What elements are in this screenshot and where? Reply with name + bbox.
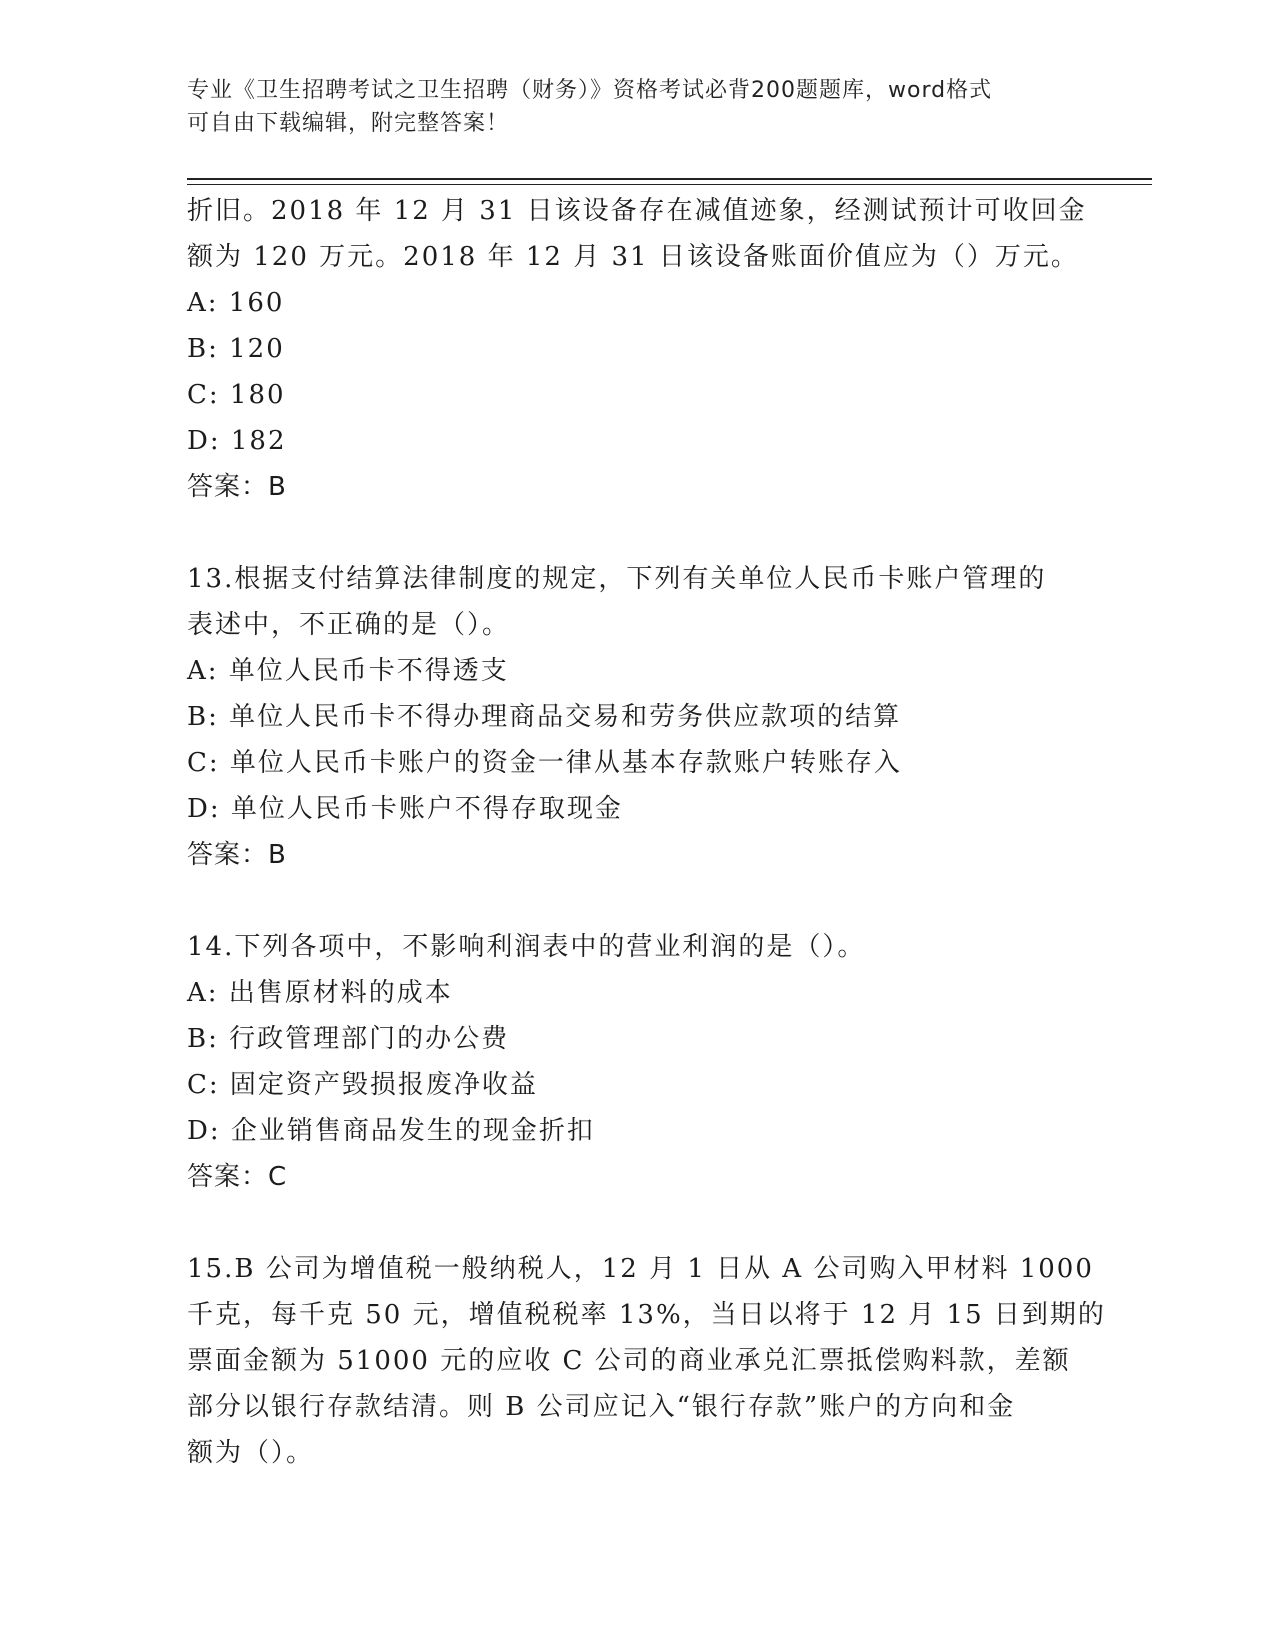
- question-spacer: [187, 1200, 1087, 1246]
- question-15-stem-line-3: 票面金额为 51000 元的应收 C 公司的商业承兑汇票抵偿购料款，差额: [187, 1346, 1071, 1376]
- question-12-option-d: D: 182: [187, 426, 287, 456]
- question-13-answer: 答案：B: [187, 840, 287, 870]
- question-13-stem-line-1: 13.根据支付结算法律制度的规定，下列有关单位人民币卡账户管理的: [187, 564, 1047, 594]
- header-divider-thick: [187, 178, 1152, 180]
- question-14-option-c: C: 固定资产毁损报废净收益: [187, 1070, 538, 1100]
- question-15-stem-line-5: 额为（）。: [187, 1438, 315, 1468]
- question-12-block: [187, 188, 1087, 510]
- question-12-option-a: A: 160: [187, 288, 285, 318]
- question-12-stem-line-2: 额为 120 万元。2018 年 12 月 31 日该设备账面价值应为（）万元。: [187, 242, 1079, 272]
- question-12-option-b: B: 120: [187, 334, 285, 364]
- question-spacer: [187, 878, 1087, 924]
- question-13-option-c: C: 单位人民币卡账户的资金一律从基本存款账户转账存入: [187, 748, 902, 778]
- question-13-option-b: B: 单位人民币卡不得办理商品交易和劳务供应款项的结算: [187, 702, 902, 732]
- question-12-stem-line-1: 折旧。2018 年 12 月 31 日该设备存在减值迹象，经测试预计可收回金: [187, 196, 1087, 226]
- question-content: [187, 188, 1106, 1476]
- header-divider-thin: [187, 184, 1152, 185]
- question-15-stem-line-4: 部分以银行存款结清。则 B 公司应记入“银行存款”账户的方向和金: [187, 1392, 1016, 1422]
- question-14-stem-line-1: 14.下列各项中，不影响利润表中的营业利润的是（）。: [187, 932, 866, 962]
- question-13-option-d: D: 单位人民币卡账户不得存取现金: [187, 794, 623, 824]
- question-spacer: [187, 510, 1087, 556]
- question-13-stem-line-2: 表述中，不正确的是（）。: [187, 610, 511, 640]
- question-14-option-d: D: 企业销售商品发生的现金折扣: [187, 1116, 595, 1146]
- question-15-block: [187, 1246, 1106, 1476]
- question-12-answer: 答案：B: [187, 472, 287, 502]
- question-15-stem-line-2: 千克，每千克 50 元，增值税税率 13%，当日以将于 12 月 15 日到期的: [187, 1300, 1106, 1330]
- question-14-answer: 答案：C: [187, 1162, 288, 1192]
- question-13-block: [187, 556, 1087, 878]
- header-title-line-1: 专业《卫生招聘考试之卫生招聘（财务）》资格考试必背200题题库，word格式: [187, 78, 993, 103]
- question-14-block: [187, 924, 1087, 1200]
- question-15-stem-line-1: 15.B 公司为增值税一般纳税人，12 月 1 日从 A 公司购入甲材料 1000: [187, 1254, 1094, 1284]
- question-14-option-b: B: 行政管理部门的办公费: [187, 1024, 510, 1054]
- question-12-option-c: C: 180: [187, 380, 286, 410]
- header-title-line-2: 可自由下载编辑，附完整答案！: [187, 111, 510, 136]
- document-header: [187, 74, 1067, 140]
- question-13-option-a: A: 单位人民币卡不得透支: [187, 656, 509, 686]
- question-14-option-a: A: 出售原材料的成本: [187, 978, 453, 1008]
